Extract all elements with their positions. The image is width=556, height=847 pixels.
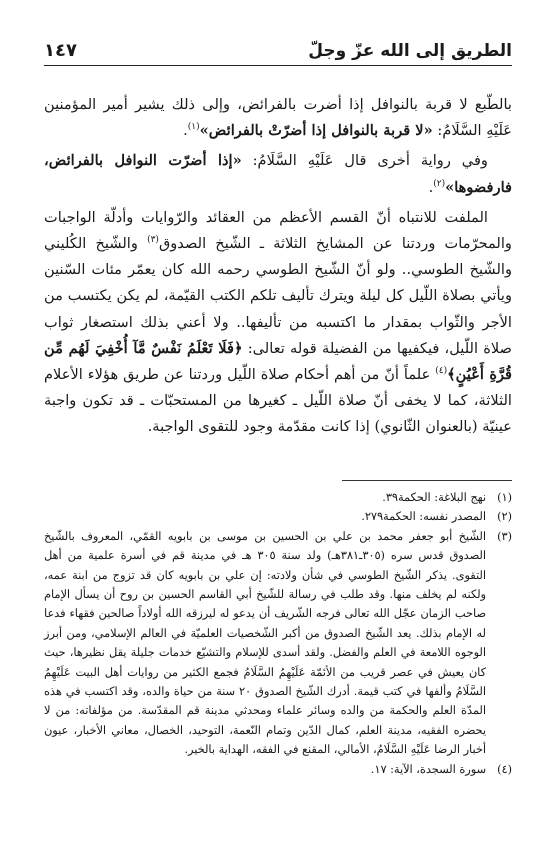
paragraph-2-text: وفي رواية أخرى قال عَلَيْهِ السَّلَامُ: — [241, 152, 488, 170]
paragraph-2-end: . — [428, 178, 434, 196]
footnote-divider — [342, 480, 512, 481]
footnote-1 — [44, 488, 512, 507]
running-header — [44, 32, 512, 62]
paragraph-3 — [44, 205, 512, 441]
paragraph-2 — [44, 148, 512, 200]
footnote-number: (٣) — [497, 529, 512, 543]
main-text — [44, 92, 512, 441]
footnote-2 — [44, 507, 512, 526]
paragraph-3-text-c: علماً أنّ من أهم أحكام صلاة اللّيل وردتنا عن طريق هؤلاء الأعلام الثلاثة، كما لا يخفى أنّ صلاة اللّيل ـ كغيرها من المستحبّات ـ قد تكون واجبة عينيّة (بالعنوان الثّانوي) إذا كانت مقدّمة وجود للتقوى الواجبة. — [44, 366, 512, 436]
footnote-number: (١) — [497, 491, 512, 504]
footnote-ref-4: (٤) — [435, 366, 448, 377]
paragraph-2-quote: «إذا أضرّت النوافل بالفرائض، فارفضوها» — [44, 152, 512, 196]
paragraph-1-end: . — [183, 122, 188, 140]
footnotes — [44, 488, 512, 779]
footnote-ref-2: (٢) — [433, 178, 446, 189]
footnote-number: (٤) — [497, 762, 512, 776]
footnote-ref-1: (١) — [187, 122, 200, 133]
paragraph-1-text: بالطّبع لا قربة بالنوافل إذا أضرت بالفرائض، وإلى ذلك يشير أمير المؤمنين عَلَيْهِ السَّلَامُ: — [44, 96, 512, 140]
paragraph-3-text-b: والشّيخ الكُليني والشّيخ الطوسي.. ولو أنّ الشّيخ الطوسي رحمه الله كان يعمّر مئات السّنين ويأتي بصلاة اللّيل كل ليلة ويترك تأليف تلكم الكتب القيّمة، لم يكن يكتسب من الأجر والثّواب بمقدار ما اكتسبه من تأليفها.. ولا أعني بذلك استصغار ثواب صلاة اللّيل، فيكفيها من الفضيلة قوله تعالى: — [44, 235, 512, 357]
paragraph-1-quote: «لا قربة بالنوافل إذا أضرّتْ بالفرائض» — [199, 122, 433, 140]
footnote-text: المصدر نفسه: الحكمة٢٧٩. — [361, 510, 486, 524]
footnote-text: نهج البلاغة: الحكمة٣٩. — [382, 491, 486, 504]
paragraph-3-text-a: الملفت للانتباه أنّ القسم الأعظم من العقائد والرّوايات وأدلّة الواجبات والمحرّمات وردتنا عن المشايخ الثلاثة ـ الشّيخ الصدوق — [44, 208, 512, 253]
footnote-text: الشّيخ أبو جعفر محمد بن علي بن الحسين بن موسى بن بابويه القمّي، المعروف بالشّيخ الصدوق قدس سره (٣٠٥ـ٣٨١هـ) ولد سنة ٣٠٥ هـ في مدينة قم في أسرة علمية من أهل التقوى. يذكر الشّيخ الطوسي في شأن ولادته: إن علي بن بابويه كان قد تزوج من ابنة عمه، ولكنه لم يخلف منها. وقد طلب في رسالة للشّيخ أبي القاسم الحسين بن روح أن يسأل الإمام صاحب الزمان عجّل الله تعالى فرجه الشّريف أن يدعو له ليرزقه الله أولاداً صالحين فقهاء فدعا له الإمام بذلك. يعد الشّيخ الصدوق من أكبر الشّخصيات العلميّة في العالم الإسلامي، ومن أبرز الوجوه اللامعة في العلم والفضل. ولقد أسدى للإسلام والتشيّع خدمات جليلة يقل نظيرها، حيث كان يعيش في عصر قريب من الأئمّة عَلَيْهِمُ السَّلَامُ فجمع الكثير من روايات أهل البيت عَلَيْهِمُ السَّلَامُ وألفها في كتب قيمة. أدرك الشّيخ الصدوق ٢٠ سنة من حياة والده، وقد اكتسب في هذه المدّة العلم والحكمة من والده وسائر علماء ومحدثي مدينة قم المقدّسة. من مؤلفاته: من لا يحضره الفقيه، مدينة العلم، كمال الدّين وتمام النّعمة، التوحيد، الخصال، معاني الأخبار، عيون أخبار الرضا عَلَيْهِ السَّلَامُ، الأمالي، المقنع في الفقه، الهداية بالخير. — [44, 529, 486, 757]
running-title: الطريق إلى الله عزّ وجلّ — [308, 41, 512, 61]
page-number: ١٤٧ — [44, 40, 77, 61]
paragraph-1 — [44, 92, 512, 144]
footnote-ref-3: (٣) — [147, 235, 159, 246]
quran-verse: ﴿فَلَا تَعْلَمُ نَفْسٌ مَّآ أُخْفِيَ لَهُم مِّن قُرَّةِ أَعْيُنٍ﴾ — [44, 339, 512, 384]
footnote-4 — [44, 760, 512, 779]
footnote-number: (٢) — [497, 510, 512, 524]
header-divider — [44, 65, 512, 66]
footnote-text: سورة السجدة، الآية: ١٧. — [370, 762, 486, 776]
footnote-3 — [44, 527, 512, 760]
